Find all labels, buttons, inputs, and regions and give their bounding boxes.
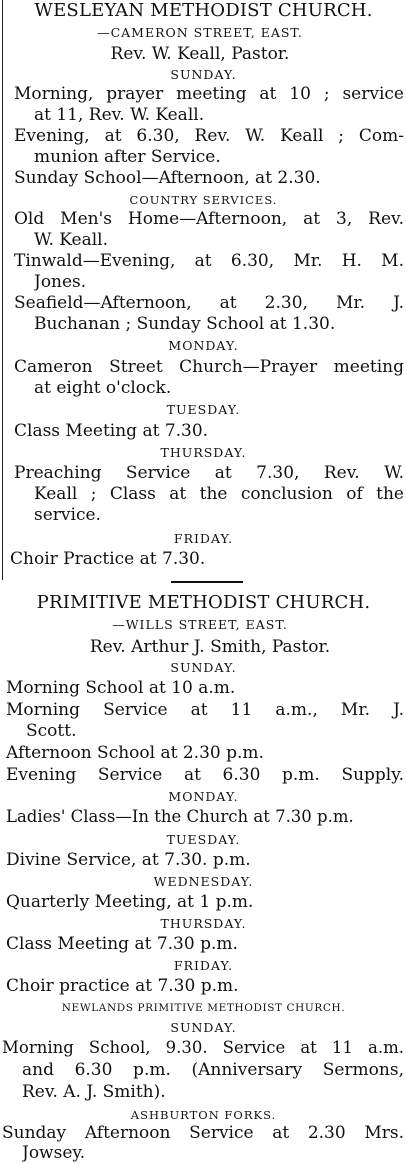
wesleyan-line: service. <box>34 505 101 525</box>
wesleyan-line: at 11, Rev. W. Keall. <box>34 105 205 125</box>
wesleyan-line: Jones. <box>34 272 87 292</box>
wesleyan-line: Morning, prayer meeting at 10 ; service <box>14 84 404 104</box>
primitive-line: Morning School at 10 a.m. <box>6 678 236 698</box>
wesleyan-line: Sunday School—Afternoon, at 2.30. <box>14 168 321 188</box>
primitive-line: Morning School, 9.30. Service at 11 a.m. <box>2 1038 404 1057</box>
wesleyan-monday-heading: MONDAY. <box>168 338 239 353</box>
wesleyan-line: Choir Practice at 7.30. <box>10 549 206 569</box>
country-services-heading: COUNTRY SERVICES. <box>129 193 278 207</box>
wesleyan-line: Seafield—Afternoon, at 2.30, Mr. J. <box>14 293 404 313</box>
primitive-line: Morning Service at 11 a.m., Mr. J. <box>6 700 404 720</box>
wesleyan-friday-heading: FRIDAY. <box>173 531 234 546</box>
primitive-line: Ladies' Class—In the Church at 7.30 p.m. <box>6 807 354 826</box>
primitive-line: Rev. A. J. Smith). <box>22 1082 166 1102</box>
wesleyan-line: Buchanan ; Sunday School at 1.30. <box>34 314 336 334</box>
primitive-line: Jowsey. <box>22 1143 86 1163</box>
wesleyan-line: Preaching Service at 7.30, Rev. W. <box>14 463 404 483</box>
primitive-line: Afternoon School at 2.30 p.m. <box>6 743 264 763</box>
ashburton-forks-heading: ASHBURTON FORKS. <box>130 1108 277 1122</box>
primitive-line: Quarterly Meeting, at 1 p.m. <box>6 892 254 912</box>
wesleyan-tuesday-heading: TUESDAY. <box>166 402 241 417</box>
wesleyan-line: Class Meeting at 7.30. <box>14 421 209 441</box>
wesleyan-line: W. Keall. <box>34 230 109 250</box>
primitive-line: Sunday Afternoon Service at 2.30 Mrs. <box>2 1123 404 1143</box>
primitive-line: Choir practice at 7.30 p.m. <box>6 976 239 996</box>
primitive-monday-heading: MONDAY. <box>168 789 239 804</box>
newlands-sunday-heading: SUNDAY. <box>170 1020 237 1035</box>
primitive-tuesday-heading: TUESDAY. <box>166 832 241 847</box>
section-divider <box>171 581 243 583</box>
wesleyan-line: Tinwald—Evening, at 6.30, Mr. H. M. <box>14 251 404 271</box>
primitive-sunday-heading: SUNDAY. <box>170 660 237 675</box>
newlands-heading: NEWLANDS PRIMITIVE METHODIST CHURCH. <box>61 1002 346 1014</box>
primitive-title: PRIMITIVE METHODIST CHURCH. <box>36 592 371 613</box>
wesleyan-thursday-heading: THURSDAY. <box>160 445 247 460</box>
wesleyan-line: munion after Service. <box>34 147 221 167</box>
wesleyan-sunday-heading: SUNDAY. <box>170 67 237 82</box>
primitive-street: —WILLS STREET, EAST. <box>112 617 288 632</box>
primitive-pastor: Rev. Arthur J. Smith, Pastor. <box>89 637 331 657</box>
primitive-thursday-heading: THURSDAY. <box>160 916 247 931</box>
wesleyan-line: at eight o'clock. <box>34 378 172 398</box>
primitive-line: Scott. <box>26 721 77 741</box>
primitive-wednesday-heading: WEDNESDAY. <box>153 874 254 889</box>
wesleyan-line: Old Men's Home—Afternoon, at 3, Rev. <box>14 209 404 229</box>
primitive-line: Class Meeting at 7.30 p.m. <box>6 934 238 954</box>
wesleyan-line: Evening, at 6.30, Rev. W. Keall ; Com- <box>14 126 404 146</box>
wesleyan-pastor: Rev. W. Keall, Pastor. <box>110 44 290 64</box>
primitive-line: Divine Service, at 7.30. p.m. <box>6 850 251 870</box>
wesleyan-title: WESLEYAN METHODIST CHURCH. <box>34 0 373 21</box>
wesleyan-street: —CAMERON STREET, EAST. <box>97 25 303 40</box>
primitive-line: and 6.30 p.m. (Anniversary Sermons, <box>22 1060 404 1080</box>
primitive-line: Evening Service at 6.30 p.m. Supply. <box>6 765 404 785</box>
primitive-friday-heading: FRIDAY. <box>173 958 234 973</box>
column-rule <box>2 0 3 580</box>
wesleyan-line: Keall ; Class at the conclusion of the <box>34 484 404 504</box>
wesleyan-line: Cameron Street Church—Prayer meeting <box>14 357 404 377</box>
